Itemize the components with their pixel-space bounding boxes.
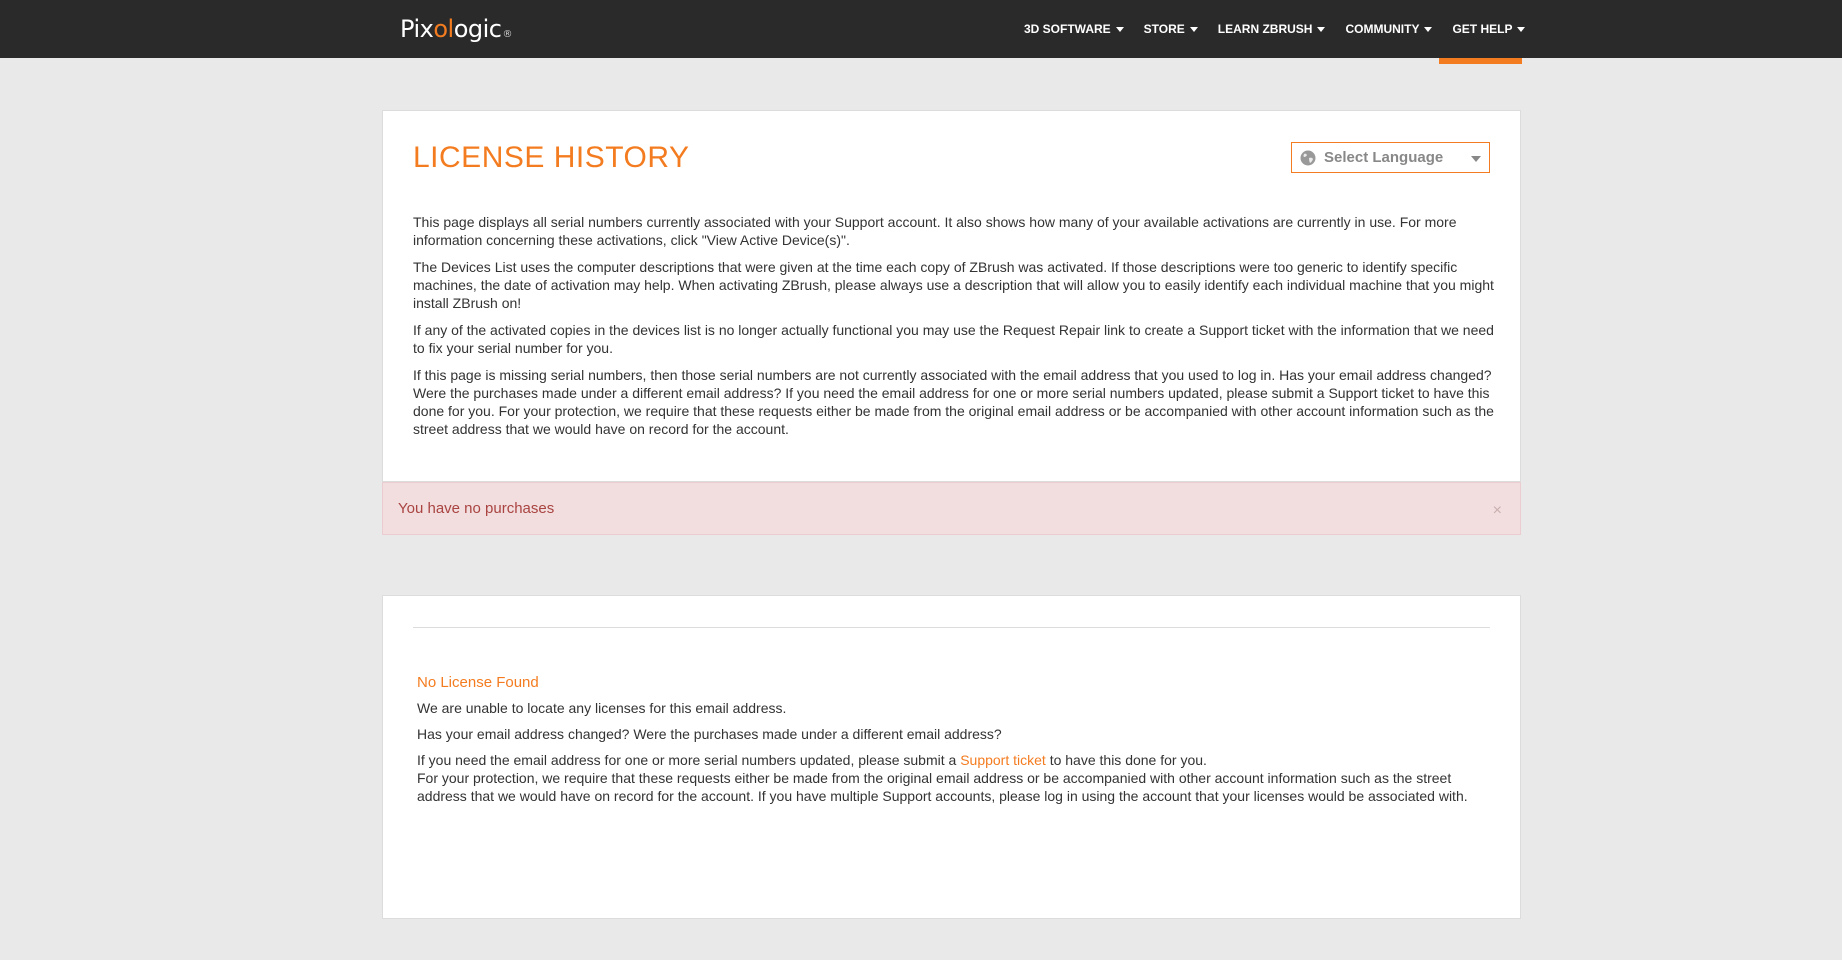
intro-paragraph: The Devices List uses the computer descriptions that were given at the time each copy of ZBrush was activated. If those descriptions were too generic to identify specific machines, the date of activation may help. When activating ZBrush, please always use a description that will allow you to easily identify each individual machine that you might install ZBrush on! <box>413 259 1494 311</box>
support-ticket-link[interactable]: Support ticket <box>960 752 1046 768</box>
no-license-line-with-link <box>417 751 1477 769</box>
close-icon[interactable]: × <box>1492 502 1502 519</box>
caret-down-icon <box>1517 27 1525 32</box>
logo-registered-mark: ® <box>502 29 512 40</box>
alert-message: You have no purchases <box>398 500 555 517</box>
chevron-down-icon <box>1471 156 1481 162</box>
top-nav-bar <box>0 0 1842 58</box>
nav-item-label: LEARN ZBRUSH <box>1217 22 1313 36</box>
language-select[interactable] <box>1291 142 1490 173</box>
intro-text <box>413 213 1498 447</box>
intro-paragraph: If any of the activated copies in the devices list is no longer actually functional you may use the Request Repair link to create a Support ticket with the information that we need to fix your serial number for you. <box>413 322 1494 356</box>
caret-down-icon <box>1116 27 1124 32</box>
main-nav <box>1024 0 1545 58</box>
pixologic-logo[interactable] <box>400 15 512 43</box>
no-license-line: Has your email address changed? Were the purchases made under a different email address? <box>417 726 1002 742</box>
license-history-card <box>382 110 1521 482</box>
nav-item-label: GET HELP <box>1452 22 1513 36</box>
nav-active-indicator <box>1439 58 1522 64</box>
nav-item-store[interactable] <box>1144 22 1198 36</box>
nav-item-learn-zbrush[interactable] <box>1218 22 1326 36</box>
nav-item-label: COMMUNITY <box>1345 22 1420 36</box>
language-select-label: Select Language <box>1324 149 1444 166</box>
caret-down-icon <box>1190 27 1198 32</box>
no-license-title: No License Found <box>417 674 539 691</box>
no-license-line: For your protection, we require that these requests either be made from the original email address or be accompanied with other account information such as the street address that we would have on record for the account. If you have multiple Support accounts, please log in using the account that your licenses would be associated with. <box>417 770 1468 804</box>
logo-text-part2: ol <box>433 15 454 43</box>
divider <box>413 627 1490 628</box>
logo-text-part1: Pix <box>400 15 434 43</box>
caret-down-icon <box>1424 27 1432 32</box>
no-license-line: We are unable to locate any licenses for this email address. <box>417 700 787 716</box>
nav-item-label: STORE <box>1143 22 1185 36</box>
caret-down-icon <box>1317 27 1325 32</box>
intro-paragraph: If this page is missing serial numbers, then those serial numbers are not currently associated with the email address that you used to log in. Has your email address changed? Were the purchases made under a different email address? If you need the email address for one or more serial numbers updated, please submit a Support ticket to have this done for you. For your protection, we require that these requests either be made from the original email address or be accompanied with other account information such as the street address that we would have on record for the account. <box>413 367 1494 437</box>
text-fragment: to have this done for you. <box>1045 752 1207 768</box>
logo-text-part3: ogic <box>453 15 502 43</box>
nav-item-community[interactable] <box>1345 22 1432 36</box>
page-title: LICENSE HISTORY <box>413 141 690 174</box>
text-fragment: If you need the email address for one or more serial numbers updated, please submit a <box>417 752 961 768</box>
nav-item-label: 3D SOFTWARE <box>1024 22 1111 36</box>
no-purchases-alert <box>382 482 1521 535</box>
no-license-body <box>417 699 1477 813</box>
no-license-card <box>382 595 1521 919</box>
nav-item-3d-software[interactable] <box>1024 22 1124 36</box>
globe-icon <box>1300 150 1316 166</box>
intro-paragraph: This page displays all serial numbers currently associated with your Support account. It also shows how many of your available activations are currently in use. For more information concerning these activations, click "View Active Device(s)". <box>413 214 1457 248</box>
nav-item-get-help[interactable] <box>1452 22 1525 36</box>
